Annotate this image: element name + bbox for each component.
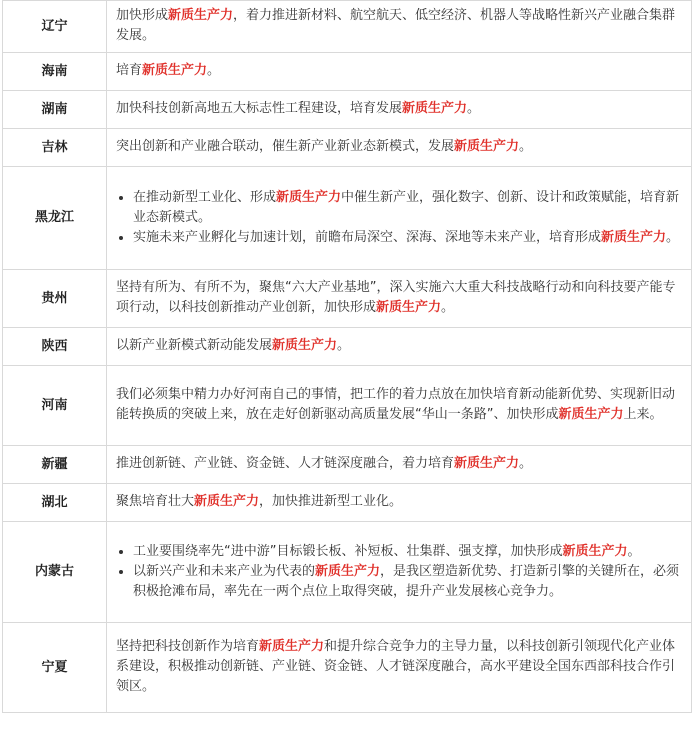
text-segment: 。 — [519, 139, 533, 154]
policy-bullet-item — [133, 542, 682, 562]
province-name: 河南 — [3, 366, 107, 446]
table-row — [3, 129, 692, 167]
text-segment: 中催生新产业，强化数字、创新、设计和政策赋能，培育新业态新模式。 — [133, 189, 680, 225]
policy-content — [107, 484, 692, 522]
text-segment: 加快科技创新高地五大标志性工程建设，培育发展 — [116, 101, 403, 116]
text-segment: ，加快推进新型工业化。 — [259, 494, 403, 509]
policy-content — [107, 91, 692, 129]
province-name: 海南 — [3, 53, 107, 91]
highlight-keyword: 新质生产力 — [558, 407, 624, 422]
table-row — [3, 623, 692, 713]
policy-content — [107, 270, 692, 328]
highlight-keyword: 新质生产力 — [168, 8, 234, 23]
policy-content — [107, 1, 692, 53]
policy-content — [107, 522, 692, 623]
province-name: 吉林 — [3, 129, 107, 167]
province-name: 内蒙古 — [3, 522, 107, 623]
highlight-keyword: 新质生产力 — [194, 494, 260, 509]
text-segment: 。 — [519, 456, 533, 471]
highlight-keyword: 新质生产力 — [454, 456, 520, 471]
policy-content — [107, 623, 692, 713]
table-row — [3, 53, 692, 91]
table-row — [3, 522, 692, 623]
policy-content — [107, 366, 692, 446]
text-segment: ，着力推进新材料、航空航天、低空经济、机器人等战略性新兴产业融合集群发展。 — [116, 8, 676, 43]
province-name: 陕西 — [3, 328, 107, 366]
text-segment: 。 — [627, 543, 641, 559]
policy-bullet-item — [133, 228, 682, 248]
text-segment: 加快形成 — [116, 8, 169, 23]
province-name: 辽宁 — [3, 1, 107, 53]
text-segment: 培育 — [116, 63, 143, 78]
text-segment: ，是我区塑造新优势、打造新引擎的关键所在，必须积极抢滩布局，率先在一两个点位上取得突破，提升产业发展核心竞争力。 — [133, 563, 680, 599]
province-name: 贵州 — [3, 270, 107, 328]
text-segment: 。 — [337, 338, 351, 353]
text-segment: 我们必须集中精力办好河南自己的事情，把工作的着力点放在加快培育新动能新优势、实现新旧动能转换质的突破上来，放在走好创新驱动高质量发展“华山一条路”、加快形成 — [116, 387, 676, 422]
highlight-keyword: 新质生产力 — [272, 338, 338, 353]
policy-bullet-item — [133, 188, 682, 228]
text-segment: 突出创新和产业融合联动，催生新产业新业态新模式，发展 — [116, 139, 455, 154]
highlight-keyword: 新质生产力 — [276, 189, 342, 205]
text-segment: 工业要围绕率先“进中游”目标锻长板、补短板、壮集群、强支撑，加快形成 — [133, 543, 563, 559]
text-segment: 推进创新链、产业链、资金链、人才链深度融合，着力培育 — [116, 456, 455, 471]
province-name: 湖南 — [3, 91, 107, 129]
highlight-keyword: 新质生产力 — [562, 543, 628, 559]
highlight-keyword: 新质生产力 — [454, 139, 520, 154]
text-segment: 和提升综合竞争力的主导力量，以科技创新引领现代化产业体系建设，积极推动创新链、产业链、资金链、人才链深度融合，高水平建设全国东西部科技合作引领区。 — [116, 639, 676, 694]
table-row — [3, 366, 692, 446]
policy-content — [107, 328, 692, 366]
province-name: 黑龙江 — [3, 167, 107, 270]
text-segment: 实施未来产业孵化与加速计划，前瞻布局深空、深海、深地等未来产业，培育形成 — [133, 229, 602, 245]
text-segment: 以新兴产业和未来产业为代表的 — [133, 563, 316, 579]
province-name: 新疆 — [3, 446, 107, 484]
text-segment: 坚持把科技创新作为培育 — [116, 639, 260, 654]
table-row — [3, 484, 692, 522]
province-name: 宁夏 — [3, 623, 107, 713]
table-body — [3, 1, 692, 713]
table-row — [3, 1, 692, 53]
text-segment: 坚持有所为、有所不为，聚焦“六大产业基地”，深入实施六大重大科技战略行动和向科技要产能专项行动，以科技创新推动产业创新，加快形成 — [116, 280, 676, 315]
policy-bullet-list — [116, 188, 682, 248]
policy-bullet-item — [133, 562, 682, 602]
text-segment: 。 — [666, 229, 680, 245]
text-segment: 。 — [207, 63, 221, 78]
policy-content — [107, 167, 692, 270]
text-segment: 以新产业新模式新动能发展 — [116, 338, 273, 353]
table-row — [3, 328, 692, 366]
province-policy-table — [2, 0, 692, 713]
highlight-keyword: 新质生产力 — [315, 563, 381, 579]
policy-content — [107, 53, 692, 91]
table-row — [3, 91, 692, 129]
highlight-keyword: 新质生产力 — [376, 300, 442, 315]
table-row — [3, 446, 692, 484]
table-row — [3, 167, 692, 270]
highlight-keyword: 新质生产力 — [259, 639, 325, 654]
text-segment: 。 — [441, 300, 455, 315]
table-row — [3, 270, 692, 328]
highlight-keyword: 新质生产力 — [402, 101, 468, 116]
policy-bullet-list — [116, 542, 682, 602]
text-segment: 聚焦培育壮大 — [116, 494, 195, 509]
highlight-keyword: 新质生产力 — [142, 63, 208, 78]
text-segment: 在推动新型工业化、形成 — [133, 189, 277, 205]
policy-content — [107, 446, 692, 484]
text-segment: 。 — [467, 101, 481, 116]
policy-content — [107, 129, 692, 167]
highlight-keyword: 新质生产力 — [601, 229, 667, 245]
text-segment: 上来。 — [623, 407, 663, 422]
province-name: 湖北 — [3, 484, 107, 522]
